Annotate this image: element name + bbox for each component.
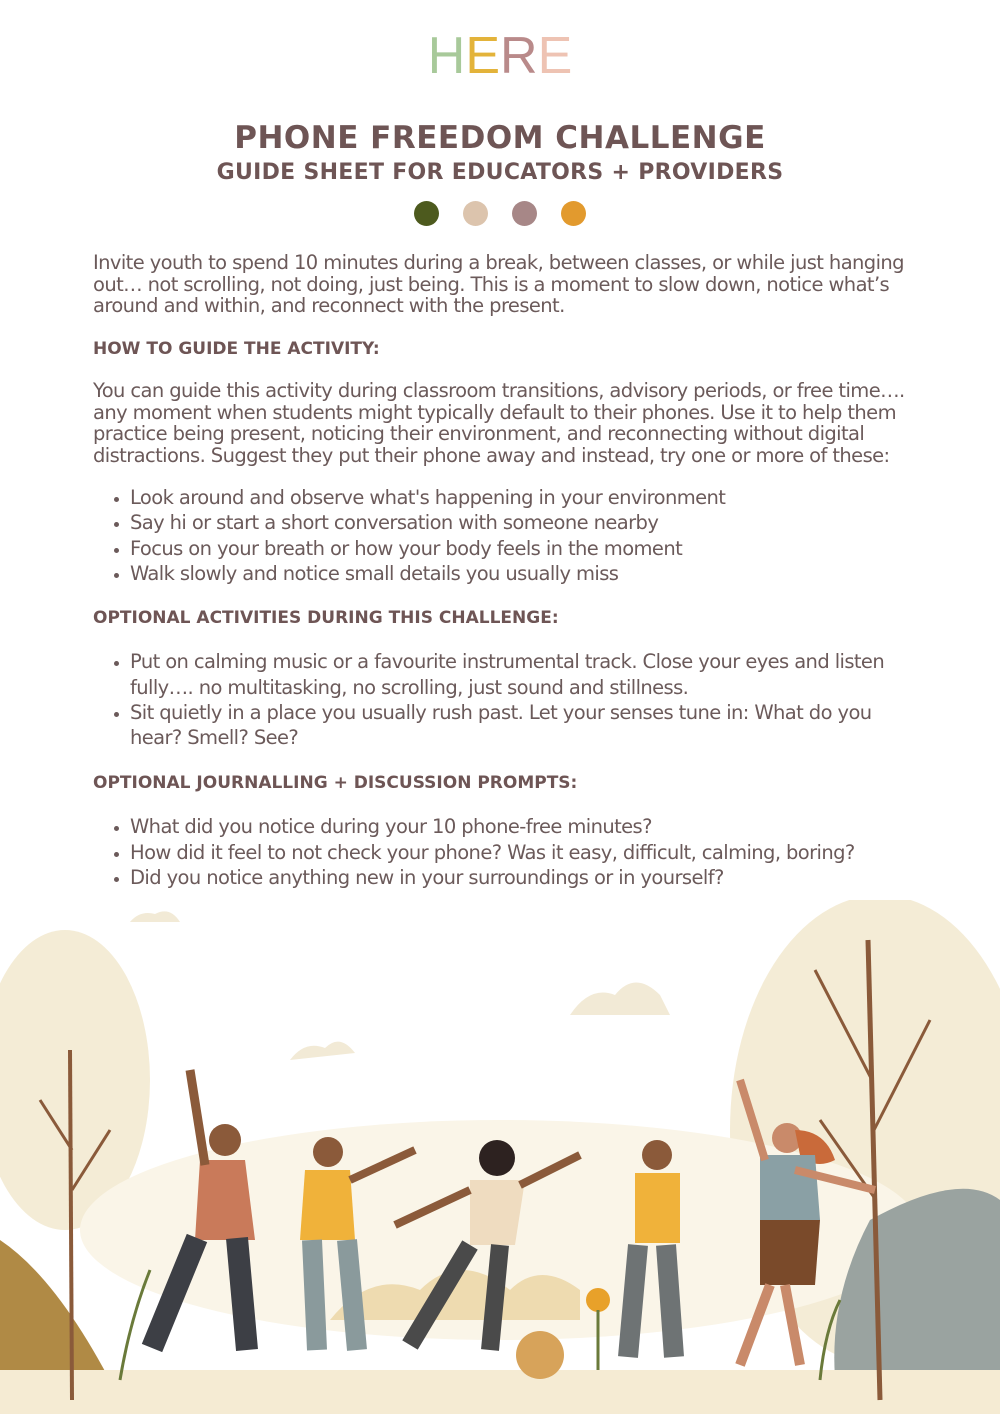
list-item: • Sit quietly in a place you usually rush past. Let your senses tune in: What do you hear? Smell? See?: [130, 700, 913, 751]
optional-activities-list: [93, 649, 913, 751]
here-logo: [0, 27, 1000, 85]
page-title: PHONE FREEDOM CHALLENGE: [234, 120, 766, 156]
list-item: • How did it feel to not check your phone? Was it easy, difficult, calming, boring?: [130, 840, 913, 865]
cloud-icon: [130, 911, 180, 922]
how-to-list: [93, 485, 913, 587]
prompts-heading: OPTIONAL JOURNALLING + DISCUSSION PROMPTS:: [93, 772, 578, 793]
how-to-heading: HOW TO GUIDE THE ACTIVITY:: [93, 338, 380, 359]
list-item: • Did you notice anything new in your surroundings or in yourself?: [130, 865, 913, 890]
logo-letter-e2: E: [537, 27, 573, 85]
ground: [0, 1370, 1000, 1414]
logo-letter-r: R: [500, 27, 538, 85]
intro-paragraph: Invite youth to spend 10 minutes during a break, between classes, or while just hanging out… not scrolling, not doing, just being. This is a moment to slow down, notice what’s around and within, and reconnect with the present.: [93, 251, 904, 317]
logo-letter-e1: E: [465, 27, 500, 85]
list-item: • Focus on your breath or how your body feels in the moment: [130, 536, 913, 561]
prompts-list: [93, 814, 913, 890]
dot-beige: [463, 201, 488, 226]
dot-olive: [414, 201, 439, 226]
flower-icon: [586, 1288, 610, 1312]
dot-mauve: [512, 201, 537, 226]
tree-trunk-left: [70, 1050, 72, 1400]
logo-letter-h: H: [427, 27, 466, 85]
bush-icon: [516, 1331, 564, 1379]
main-content: [93, 252, 913, 890]
cloud-icon: [570, 983, 670, 1016]
color-dots: [0, 201, 1000, 226]
list-item: • Look around and observe what's happening in your environment: [130, 485, 913, 510]
list-item: • Walk slowly and notice small details you usually miss: [130, 561, 913, 586]
list-item: • Put on calming music or a favourite instrumental track. Close your eyes and listen fully…. no multitasking, no scrolling, just sound and stillness.: [130, 649, 913, 700]
cloud-icon: [290, 1042, 355, 1060]
page-subtitle: GUIDE SHEET FOR EDUCATORS + PROVIDERS: [216, 160, 784, 185]
list-item: • What did you notice during your 10 phone-free minutes?: [130, 814, 913, 839]
list-item: • Say hi or start a short conversation with someone nearby: [130, 510, 913, 535]
optional-activities-heading: OPTIONAL ACTIVITIES DURING THIS CHALLENGE:: [93, 607, 559, 628]
people-outdoors-illustration: [0, 900, 1000, 1414]
how-to-paragraph: You can guide this activity during classroom transitions, advisory periods, or free time…. any moment when students might typically default to their phones. Use it to help them practice being present, noticing their environment, and reconnecting without digital distractions. Suggest they put their phone away and instead, try one or more of these:: [93, 379, 905, 467]
dot-orange: [561, 201, 586, 226]
